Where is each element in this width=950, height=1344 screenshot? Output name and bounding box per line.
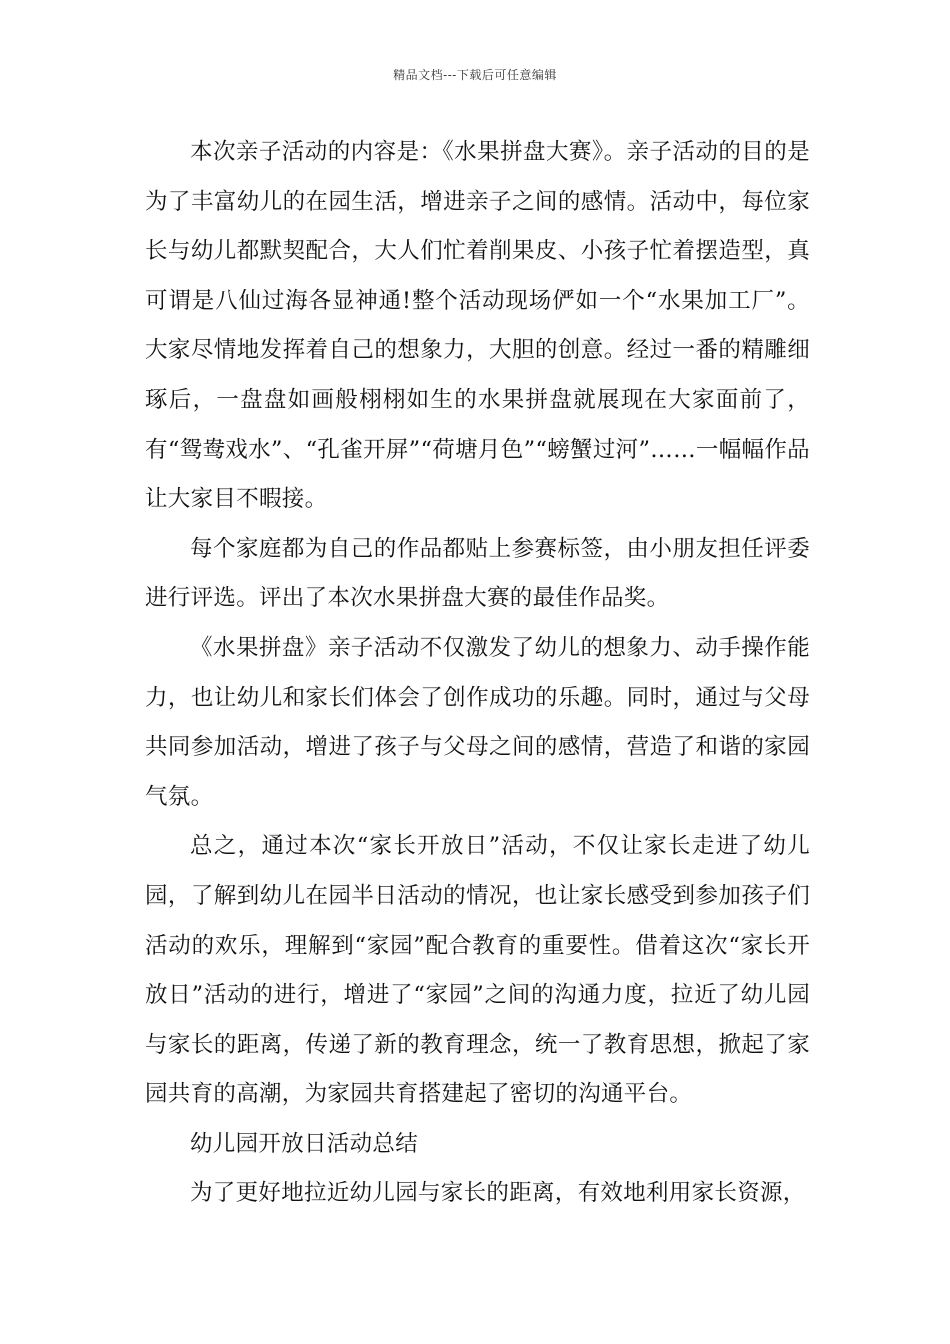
paragraph-intro: 为了更好地拉近幼儿园与家长的距离，有效地利用家长资源，: [190, 1180, 806, 1207]
paragraph-summary: 总之，通过本次“家长开放日”活动，不仅让家长走进了幼儿园，了解到幼儿在园半日活动的情况，也让家长感受到参加孩子们活动的欢乐，理解到“家园”配合教育的重要性。借着这次“家长开放日”活动的进行，增进了“家园”之间的沟通力度，拉近了幼儿园与家长的距离，传递了新的教育理念，统一了教育思想，掀起了家园共育的高潮，为家园共育搭建起了密切的沟通平台。: [145, 833, 810, 1108]
paragraph-fruit-platter-activity: 本次亲子活动的内容是：《水果拼盘大赛》。亲子活动的目的是为了丰富幼儿的在园生活，增进亲子之间的感情。活动中，每位家长与幼儿都默契配合，大人们忙着削果皮、小孩子忙着摆造型，真可谓是八仙过海各显神通!整个活动现场俨如一个“水果加工厂”。大家尽情地发挥着自己的想象力，大胆的创意。经过一番的精雕细琢后，一盘盘如画般栩栩如生的水果拼盘就展现在大家面前了，有“鸳鸯戏水”、“孔雀开屏”“荷塘月色”“螃蟹过河”……一幅幅作品让大家目不暇接。: [145, 139, 810, 513]
page-header: 精品文档---下载后可任意编辑: [393, 68, 557, 82]
document-body: [145, 128, 810, 1219]
paragraph-activity-benefits: 《水果拼盘》亲子活动不仅激发了幼儿的想象力、动手操作能力，也让幼儿和家长们体会了创作成功的乐趣。同时，通过与父母共同参加活动，增进了孩子与父母之间的感情，营造了和谐的家园气氛。: [145, 634, 810, 810]
paragraph-evaluation: 每个家庭都为自己的作品都贴上参赛标签，由小朋友担任评委进行评选。评出了本次水果拼盘大赛的最佳作品奖。: [145, 535, 810, 612]
section-title: 幼儿园开放日活动总结: [190, 1130, 419, 1157]
